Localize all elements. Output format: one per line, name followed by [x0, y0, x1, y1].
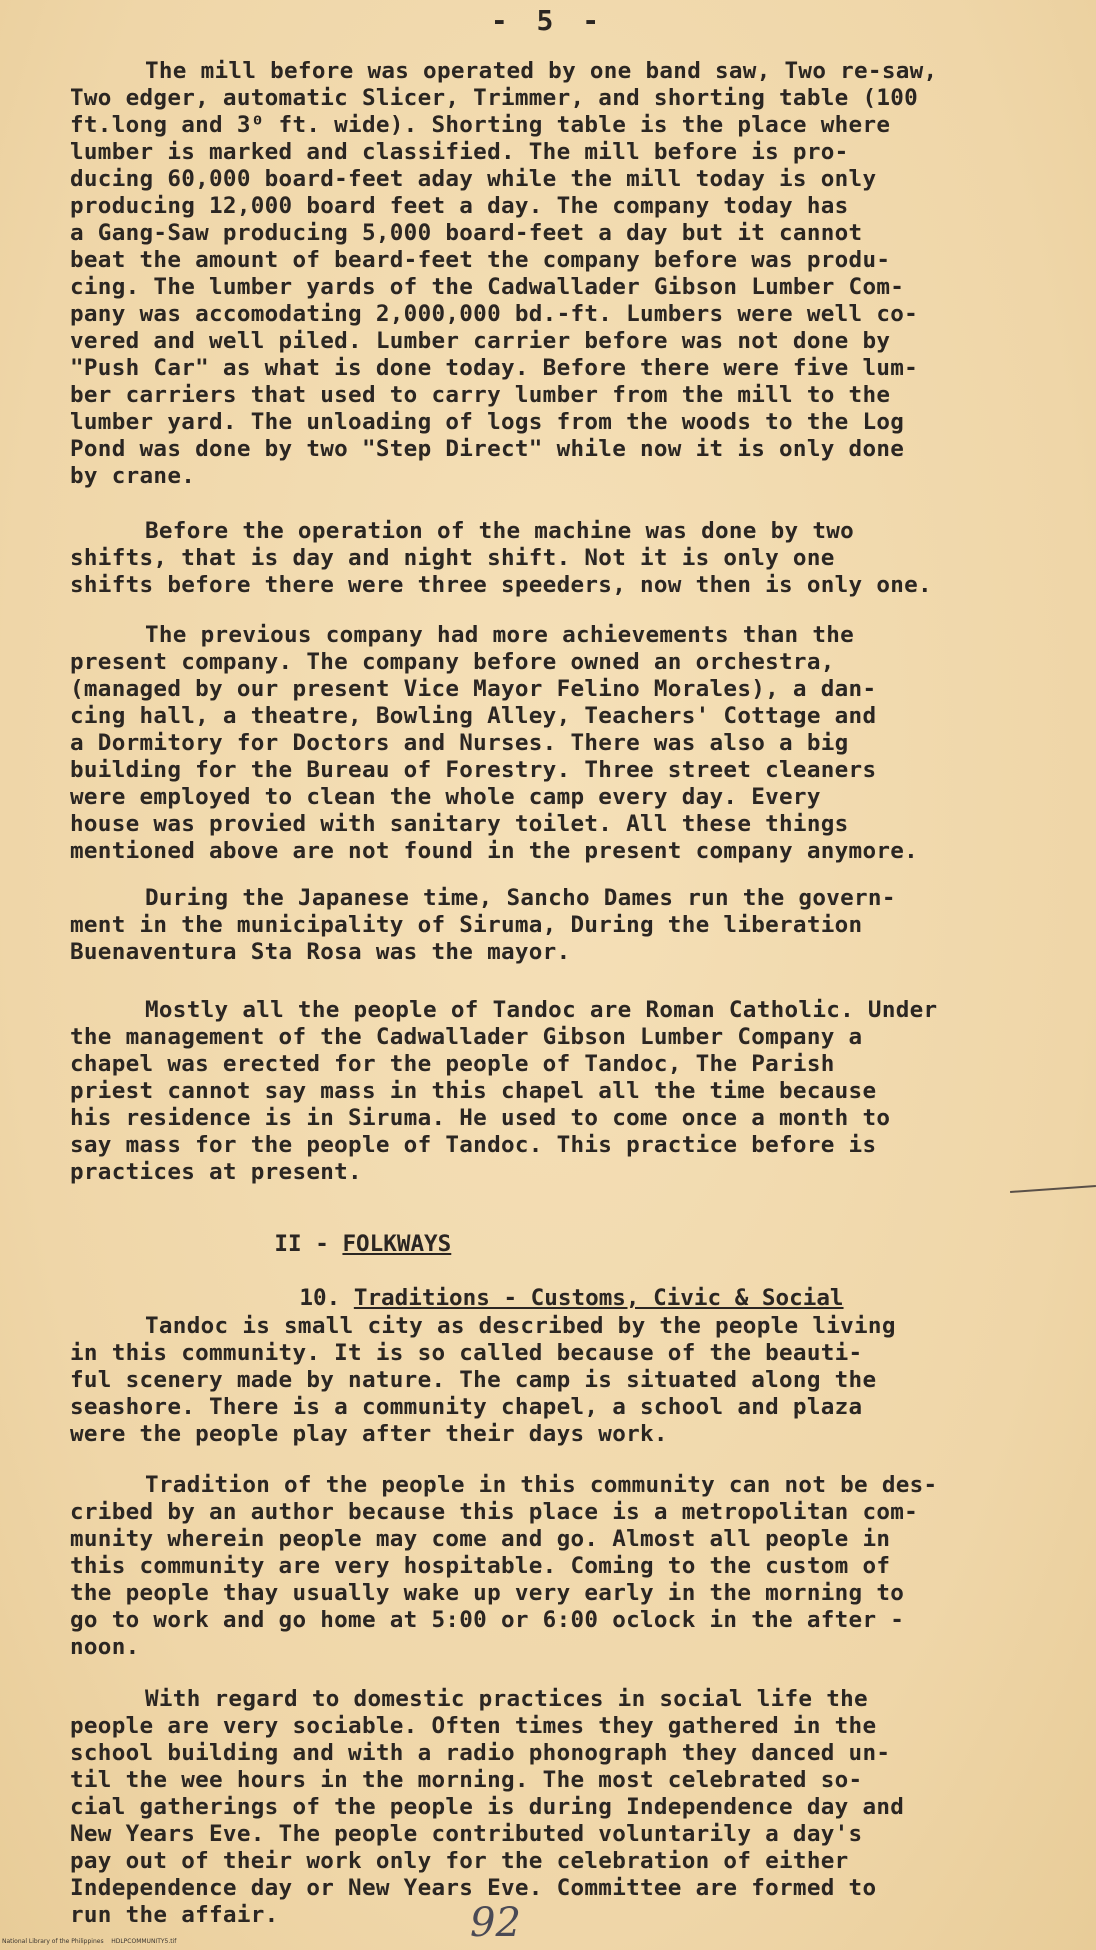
text-line: the management of the Cadwallader Gibson Lumber Company a [70, 1024, 863, 1050]
text-line: house was provied with sanitary toilet. All these things [70, 811, 849, 837]
text-line: shifts before there were three speeders, now then is only one. [70, 572, 932, 598]
text-line: were the people play after their days work. [70, 1421, 668, 1447]
text-line: mentioned above are not found in the present company anymore. [70, 838, 919, 864]
text-line: til the wee hours in the morning. The most celebrated so- [70, 1767, 863, 1793]
text-line: chapel was erected for the people of Tandoc, The Parish [70, 1051, 835, 1077]
text-line: a Dormitory for Doctors and Nurses. There was also a big [70, 730, 849, 756]
text-line: Tradition of the people in this community can not be des- [145, 1472, 938, 1498]
text-line: vered and well piled. Lumber carrier before was not done by [70, 328, 891, 354]
section-title: FOLKWAYS [342, 1231, 452, 1257]
text-line: ful scenery made by nature. The camp is situated along the [70, 1367, 877, 1393]
text-line: present company. The company before owned an orchestra, [70, 649, 835, 675]
text-line: lumber yard. The unloading of logs from the woods to the Log [70, 409, 905, 435]
pencil-mark [1010, 1185, 1096, 1193]
text-line: seashore. There is a community chapel, a school and plaza [70, 1394, 863, 1420]
text-line: The previous company had more achievements than the [145, 622, 855, 648]
text-line: ber carriers that used to carry lumber from the mill to the [70, 382, 891, 408]
text-line: a Gang-Saw producing 5,000 board-feet a day but it cannot [70, 220, 863, 246]
text-line: school building and with a radio phonograph they danced un- [70, 1740, 891, 1766]
text-line: this community are very hospitable. Coming to the custom of [70, 1553, 891, 1579]
text-line: With regard to domestic practices in social life the [145, 1686, 868, 1712]
text-line: priest cannot say mass in this chapel all the time because [70, 1078, 877, 1104]
text-line: Mostly all the people of Tandoc are Roman Catholic. Under [145, 997, 938, 1023]
text-line: "Push Car" as what is done today. Before there were five lum- [70, 355, 919, 381]
text-line: ment in the municipality of Siruma, During the liberation [70, 912, 863, 938]
text-line: Buenaventura Sta Rosa was the mayor. [70, 939, 571, 965]
text-line: cribed by an author because this place is a metropolitan com- [70, 1499, 919, 1525]
text-line: noon. [70, 1634, 140, 1660]
text-line: New Years Eve. The people contributed voluntarily a day's [70, 1821, 863, 1847]
text-line: pay out of their work only for the celebration of either [70, 1848, 849, 1874]
text-line: go to work and go home at 5:00 or 6:00 oclock in the after - [70, 1607, 905, 1633]
text-line: run the affair. [70, 1902, 279, 1928]
text-line: pany was accomodating 2,000,000 bd.-ft. Lumbers were well co- [70, 301, 919, 327]
text-line: producing 12,000 board feet a day. The company today has [70, 193, 849, 219]
text-line: say mass for the people of Tandoc. This practice before is [70, 1132, 877, 1158]
text-line: his residence is in Siruma. He used to come once a month to [70, 1105, 891, 1131]
text-line: in this community. It is so called because of the beauti- [70, 1340, 863, 1366]
text-line: by crane. [70, 463, 196, 489]
text-line: Independence day or New Years Eve. Committee are formed to [70, 1875, 877, 1901]
text-line: cing. The lumber yards of the Cadwallader Gibson Lumber Com- [70, 274, 905, 300]
text-line: cial gatherings of the people is during Independence day and [70, 1794, 905, 1820]
text-line: During the Japanese time, Sancho Dames run the govern- [145, 885, 896, 911]
section-number: II - [274, 1231, 343, 1257]
handwritten-page-number: 92 [470, 1900, 521, 1946]
subsection-number: 10. [299, 1285, 354, 1311]
subsection-title: Traditions - Customs, Civic & Social [353, 1285, 844, 1311]
text-line: practices at present. [70, 1159, 362, 1185]
text-line: Before the operation of the machine was done by two [145, 518, 855, 544]
text-line: Tandoc is small city as described by the people living [145, 1313, 896, 1339]
text-line: shifts, that is day and night shift. Not it is only one [70, 545, 835, 571]
text-line: munity wherein people may come and go. Almost all people in [70, 1526, 891, 1552]
text-line: ft.long and 3⁰ ft. wide). Shorting table is the place where [70, 112, 891, 138]
archive-footer: National Library of the Philippines HDLPCOMMUNITY5.tif [2, 1938, 177, 1945]
text-line: Pond was done by two "Step Direct" while now it is only done [70, 436, 905, 462]
text-line: Two edger, automatic Slicer, Trimmer, and shorting table (100 [70, 85, 919, 111]
text-line: ducing 60,000 board-feet aday while the mill today is only [70, 166, 877, 192]
subsection-heading [245, 1259, 844, 1337]
text-line: beat the amount of beard-feet the company before was produ- [70, 247, 891, 273]
text-line: lumber is marked and classified. The mill before is pro- [70, 139, 849, 165]
text-line: The mill before was operated by one band saw, Two re-saw, [145, 58, 938, 84]
text-line: cing hall, a theatre, Bowling Alley, Teachers' Cottage and [70, 703, 877, 729]
text-line: building for the Bureau of Forestry. Three street cleaners [70, 757, 877, 783]
text-line: were employed to clean the whole camp every day. Every [70, 784, 821, 810]
text-line: (managed by our present Vice Mayor Felino Morales), a dan- [70, 676, 877, 702]
page-number: - 5 - [490, 4, 606, 37]
text-line: the people thay usually wake up very early in the morning to [70, 1580, 905, 1606]
text-line: people are very sociable. Often times they gathered in the [70, 1713, 877, 1739]
